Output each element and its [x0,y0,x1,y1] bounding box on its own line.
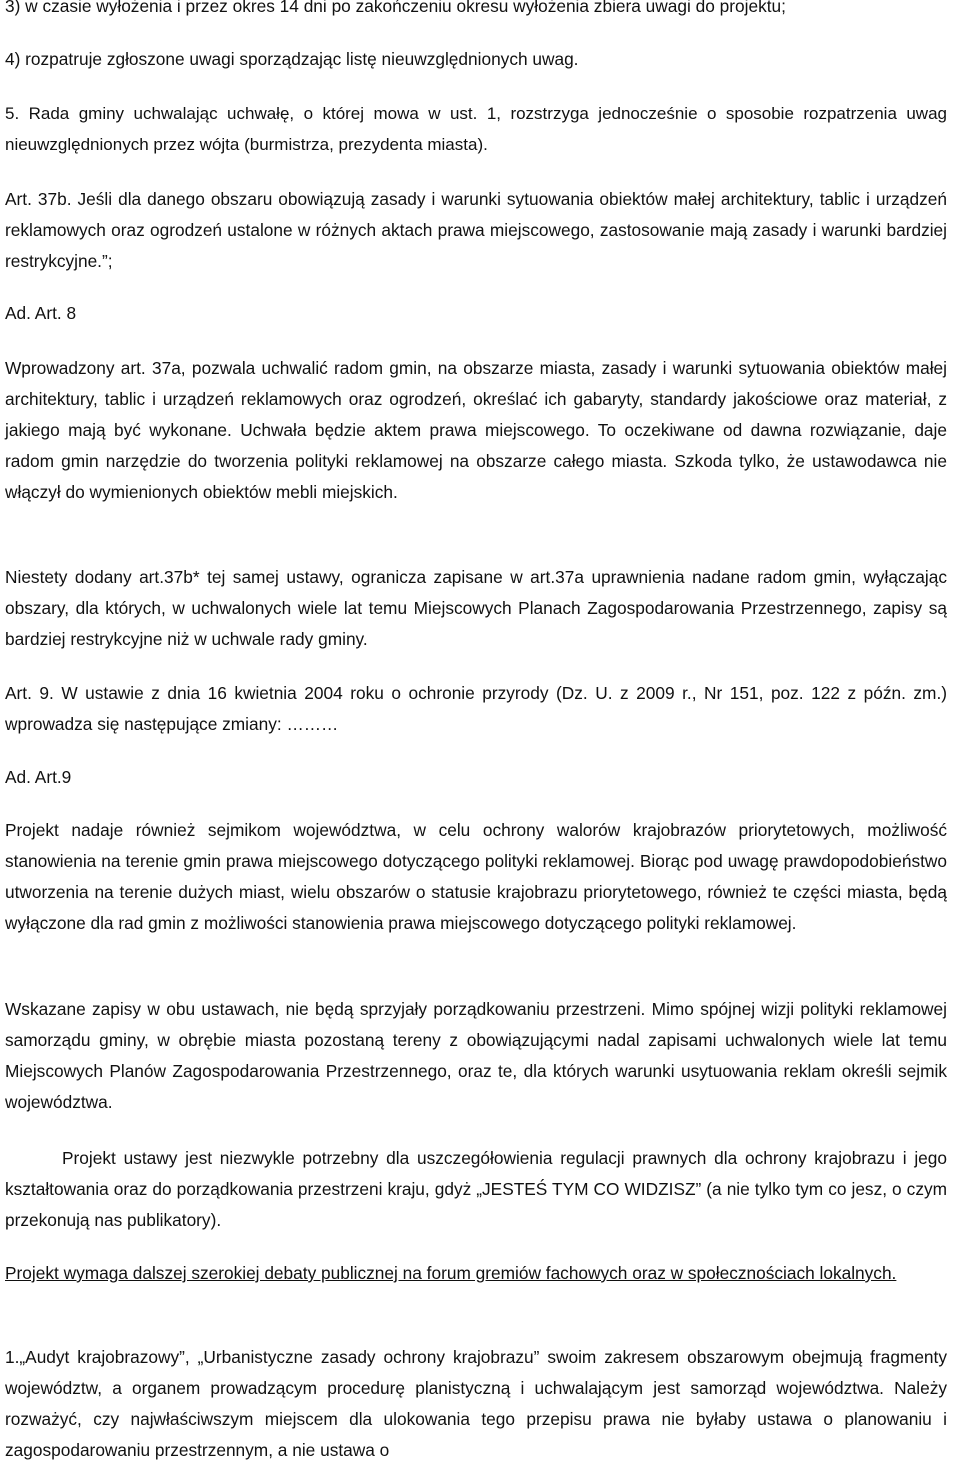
paragraph-art-9: Art. 9. W ustawie z dnia 16 kwietnia 2004 roku o ochronie przyrody (Dz. U. z 2009 r., Nr 151, poz. 122 z późn. zm.) wprowadza się następujące zmiany: ……… [5,683,947,734]
paragraph-audyt-krajobrazowy: 1.„Audyt krajobrazowy”, „Urbanistyczne zasady ochrony krajobrazu” swoim zakresem obszarowym obejmują fragmenty województw, a organem prowadzącym procedurę planistyczną i uchwalającym jest samorząd województwa. Należy rozważyć, czy najwłaściwszym miejscem dla ulokowania tego przepisu prawa nie byłaby ustawa o planowaniu i zagospodarowaniu przestrzennym, a nie ustawa o [5,1347,947,1460]
paragraph-projekt-nadaje: Projekt nadaje również sejmikom województwa, w celu ochrony walorów krajobrazów priorytetowych, możliwość stanowienia na terenie gmin prawa miejscowego dotyczącego polityki reklamowej. Biorąc pod uwagę prawdopodobieństwo utworzenia na terenie dużych miast, wielu obszarów o statusie krajobrazu priorytetowego, również te części miasta, będą wyłączone dla rad gmin z możliwości stanowienia prawa miejscowego dotyczącego polityki reklamowej. [5,820,947,933]
paragraph-item-3: 3) w czasie wyłożenia i przez okres 14 dni po zakończeniu okresu wyłożenia zbiera uwagi do projektu; [5,0,786,16]
paragraph-projekt-ustawy: Projekt ustawy jest niezwykle potrzebny dla uszczegółowienia regulacji prawnych dla ochrony krajobrazu i jego kształtowania oraz do porządkowania przestrzeni kraju, gdyż „JESTEŚ TYM CO WIDZISZ” (a nie tylko tym co jesz, o czym przekonują nas publikatory). [5,1148,947,1230]
paragraph-niestety-art-37b: Niestety dodany art.37b* tej samej ustawy, ogranicza zapisane w art.37a uprawnienia nadane radom gmin, wyłączając obszary, dla których, w uchwalonych wiele lat temu Miejscowych Planach Zagospodarowania Przestrzennego, zapisy są bardziej restrykcyjne niż w uchwale rady gminy. [5,567,947,649]
heading-ad-art-8: Ad. Art. 8 [5,303,77,323]
heading-ad-art-9: Ad. Art.9 [5,767,72,787]
paragraph-item-4: 4) rozpatruje zgłoszone uwagi sporządzając listę nieuwzględnionych uwag. [5,49,579,69]
paragraph-art-37b: Art. 37b. Jeśli dla danego obszaru obowiązują zasady i warunki sytuowania obiektów małej architektury, tablic i urządzeń reklamowych oraz ogrodzeń ustalone w różnych aktach prawa miejscowego, zastosowanie mają zasady i warunki bardziej restrykcyjne.”; [5,189,947,271]
paragraph-ust-5: 5. Rada gminy uchwalając uchwałę, o której mowa w ust. 1, rozstrzyga jednocześnie o sposobie rozpatrzenia uwag nieuwzględnionych przez wójta (burmistrza, prezydenta miasta). [5,104,947,154]
paragraph-wskazane-zapisy: Wskazane zapisy w obu ustawach, nie będą sprzyjały porządkowaniu przestrzeni. Mimo spójnej wizji polityki reklamowej samorządu gminy, w obrębie miasta pozostaną tereny z obowiązującymi nadal zapisami uchwalonych wiele lat temu Miejscowych Planów Zagospodarowania Przestrzennego, oraz te, dla których warunki usytuowania reklam określi sejmik województwa. [5,999,947,1112]
paragraph-wprowadzony-art-37a: Wprowadzony art. 37a, pozwala uchwalić radom gmin, na obszarze miasta, zasady i warunki sytuowania obiektów małej architektury, tablic i urządzeń reklamowych oraz ogrodzeń, określać ich gabaryty, standardy jakościowe oraz materiał, z jakiego mają być wykonane. Uchwała będzie aktem prawa miejscowego. To oczekiwane od dawna rozwiązanie, daje radom gmin narzędzie do tworzenia polityki reklamowej na obszarze całego miasta. Szkoda tylko, że ustawodawca nie włączył do wymienionych obiektów mebli miejskich. [5,358,947,502]
paragraph-projekt-wymaga-debaty: Projekt wymaga dalszej szerokiej debaty publicznej na forum gremiów fachowych oraz w społecznościach lokalnych. [5,1263,897,1283]
